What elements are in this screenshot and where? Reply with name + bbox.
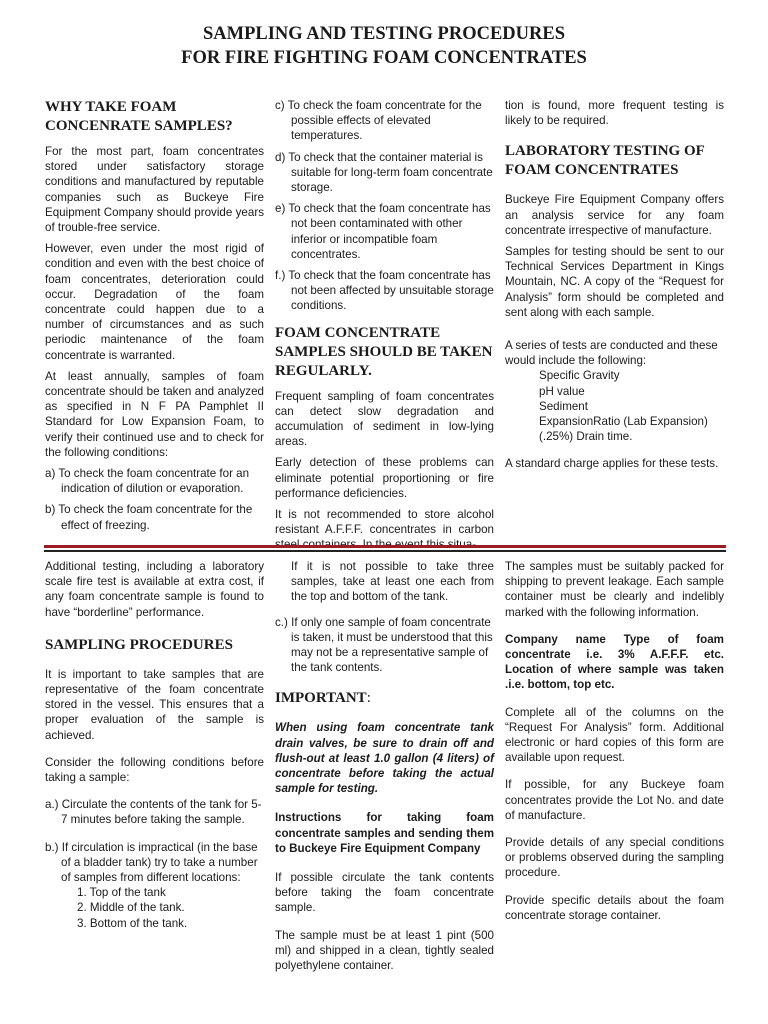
locations-list: [45, 885, 264, 931]
top-column-1: [45, 98, 264, 539]
paragraph: If it is not possible to take three samples, take at least one each from the top and bottom of the tank.: [291, 560, 494, 604]
paragraph: The samples must be suitably packed for shipping to prevent leakage. Each sample container must be clearly and indelibly marked with the following information.: [505, 560, 724, 619]
bottom-column-2: [275, 559, 494, 979]
paragraph: tion is found, more frequent testing is likely to be required.: [505, 99, 724, 128]
paragraph: Buckeye Fire Equipment Company offers an analysis service for any foam concentrate irrespective of manufacture.: [505, 193, 724, 237]
section-divider: [44, 545, 726, 552]
list-item: a.) Circulate the contents of the tank for 5-7 minutes before taking the sample.: [45, 798, 262, 827]
bottom-column-1: [45, 559, 264, 931]
paragraph: A standard charge applies for these tests.: [505, 457, 719, 471]
paragraph: Provide specific details about the foam concentrate storage container.: [505, 893, 724, 922]
list-item: d) To check that the container material is suitable for long-term foam concentrate storage.: [275, 150, 493, 195]
bottom-column-3: [505, 559, 724, 929]
paragraph: If possible, for any Buckeye foam concentrates provide the Lot No. and date of manufacture.: [505, 778, 724, 822]
paragraph: It is important to take samples that are representative of the foam concentrate stored in the vessel. This ensures that a proper evaluation of the sample is achieved.: [45, 667, 264, 742]
paragraph: Samples for testing should be sent to our Technical Services Department in Kings Mountain, NC. A copy of the “Request for Analysis” form should be completed and sent along with each sample.: [505, 245, 724, 319]
list-item: b) To check the foam concentrate for the effect of freezing.: [45, 503, 253, 532]
heading-important: IMPORTANT:: [275, 690, 371, 707]
list-item: e) To check that the foam concentrate has not been contaminated with other inferior or incompatible foam concentrates.: [275, 202, 491, 261]
heading-why-take-samples: WHY TAKE FOAM CONCENRATE SAMPLES?: [45, 99, 233, 134]
paragraph: It is not recommended to store alcohol resistant A.F.F.F. concentrates in carbon: [275, 508, 494, 537]
test-item: (.25%) Drain time.: [539, 430, 633, 444]
title-line-1: SAMPLING AND TESTING PROCEDURES: [202, 24, 565, 44]
paragraph: Provide details of any special conditions or problems observed during the sampling procedure.: [505, 836, 724, 880]
paragraph: At least annually, samples of foam concentrate should be taken and analyzed as specified in N F PA Pamphlet II Standard for Low Expansion Foam, to verify their continued use and to check for the following conditions:: [45, 369, 264, 459]
paragraph: Additional testing, including a laboratory scale fire test is available at extra cost, if any foam concentrate sample is found to have “borderline” performance.: [45, 560, 264, 619]
page-title: [0, 22, 768, 70]
location-item: 3. Bottom of the tank.: [77, 916, 188, 930]
paragraph: A series of tests are conducted and these would include the following:: [505, 339, 718, 368]
paragraph: The sample must be at least 1 pint (500 ml) and shipped in a clean, tightly sealed polyethylene container.: [275, 928, 494, 973]
list-item: b.) If circulation is impractical (in the base of a bladder tank) try to take a number of samples from different locations:: [45, 840, 258, 885]
location-item: 2. Middle of the tank.: [77, 901, 185, 915]
title-line-2: FOR FIRE FIGHTING FOAM CONCENTRATES: [181, 48, 587, 68]
list-item: c) To check the foam concentrate for the possible effects of elevated temperatures.: [275, 99, 482, 143]
paragraph: Complete all of the columns on the “Request For Analysis” form. Additional electronic or hard copies of this form are available upon request.: [505, 705, 724, 765]
list-item: f.) To check that the foam concentrate has not been affected by unsuitable storage conditions.: [275, 269, 494, 313]
list-item: a) To check the foam concentrate for an indication of dilution or evaporation.: [45, 467, 250, 496]
heading-sampling-procedures: SAMPLING PROCEDURES: [45, 636, 233, 653]
test-item: ExpansionRatio (Lab Expansion): [539, 415, 708, 429]
location-item: 1. Top of the tank: [77, 886, 166, 900]
heading-samples-regularly: FOAM CONCENTRATE SAMPLES SHOULD BE TAKEN REGULARLY.: [275, 324, 493, 379]
paragraph: For the most part, foam concentrates stored under satisfactory storage conditions and manufactured by reputable companies such as Buckeye Fire Equipment Company should provide years of trouble-free service.: [45, 145, 264, 235]
paragraph: Consider the following conditions before taking a sample:: [45, 755, 264, 785]
top-column-3: [505, 98, 724, 478]
important-warning: When using foam concentrate tank drain valves, be sure to drain off and flush-out at least 1.0 gallon (4 liters) of concentrate before taking the actual sample for testing.: [275, 721, 494, 796]
test-item: Specific Gravity: [539, 369, 620, 383]
paragraph: Early detection of these problems can eliminate potential proportioning or fire performance deficiencies.: [275, 456, 494, 500]
test-item: Sediment: [539, 399, 588, 413]
paragraph: Frequent sampling of foam concentrates can detect slow degradation and accumulation of sediment in low-lying areas.: [275, 389, 494, 449]
paragraph: If possible circulate the tank contents before taking the foam concentrate sample.: [275, 871, 494, 915]
top-column-2: [275, 98, 494, 559]
test-item: pH value: [539, 384, 585, 398]
heading-laboratory-testing: LABORATORY TESTING OF FOAM CONCENTRATES: [505, 143, 705, 179]
paragraph: However, even under the most rigid of condition and even with the best choice of foam concentrates, deterioration could occur. Degradation of the foam concentrate could happen due to a number of circumstances and as such periodic maintenance of the foam concentrate is warranted.: [45, 242, 264, 362]
list-item: c.) If only one sample of foam concentrate is taken, it must be understood that this may not be a representative sample of the tank contents.: [275, 615, 493, 675]
tests-list: [505, 368, 724, 444]
instructions-heading: Instructions for taking foam concentrate samples and sending them to Buckeye Fire Equipment Company: [275, 811, 494, 855]
marking-info: Company name Type of foam concentrate i.e. 3% A.F.F.F. etc. Location of where sample was taken .i.e. bottom, top etc.: [505, 632, 724, 692]
